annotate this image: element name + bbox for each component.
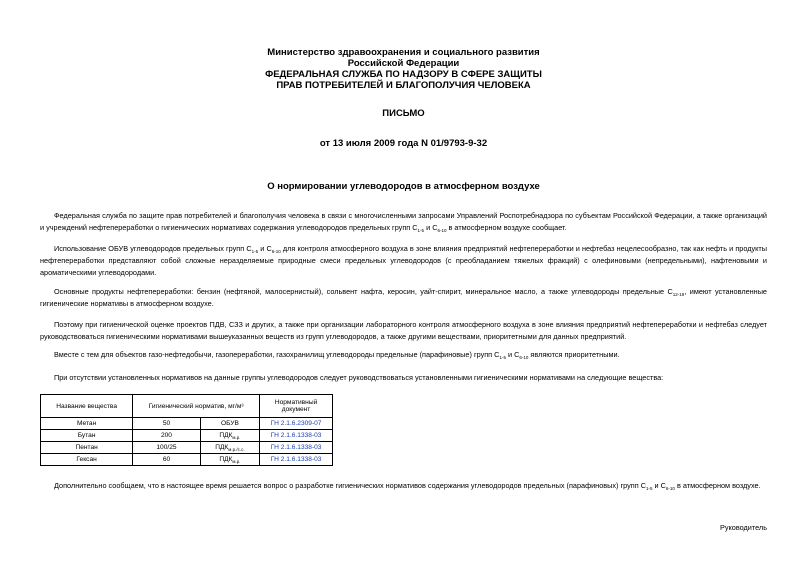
- ministry-line-2: Российской Федерации: [347, 58, 460, 69]
- paragraph-additional: Дополнительно сообщаем, что в настоящее время решается вопрос о разработке гигиенических нормативов содержания углеводородов предельных (парафиновых) групп $С_{1-5}$ и $С_{6-10}$ в атмосферном воздухе.: [54, 481, 761, 491]
- normative-document-link[interactable]: ГН 2.1.6.1338-03: [260, 430, 333, 442]
- header-document: Нормативный документ: [260, 395, 333, 418]
- norm-kind: $ПДК_{м.р.}$: [200, 430, 259, 442]
- document-subject: О нормировании углеводородов в атмосферном воздухе: [267, 181, 540, 192]
- table-row: [41, 454, 333, 466]
- signature-title: Руководитель: [719, 523, 767, 532]
- table-header-row: [41, 395, 333, 418]
- normative-document-link[interactable]: ГН 2.1.6.1338-03: [260, 454, 333, 466]
- paragraph-priority: Вместе с тем для объектов газо-нефтедобычи, газопереработки, газохранилищ углеводороды предельные (парафиновые) групп $С_{1-5}$ и $С_{6-10}$ являются приоритетными.: [54, 350, 620, 360]
- paragraph-main-products: Основные продукты нефтепереработки: бензин (нефтяной, малосернистый), сольвент нафта, керосин, уайт-спирит, минеральное масло, а также углеводороды предельные $С_{12-19}$, имеют установленные гигиенические нормативы в атмосферном воздухе.: [40, 287, 767, 308]
- paragraph-assessment: Поэтому при гигиенической оценке проектов ПДВ, СЗЗ и других, а также при организации лабораторного контроля атмосферного воздуха в зоне влияния предприятий нефтепереработки и нефтебаз следует руководствоваться гигиеническими нормативами вышеуказанных веществ из групп углеводородов, а также другими веществами, приоритетными для данных предприятий.: [40, 320, 767, 341]
- table-row: [41, 430, 333, 442]
- norm-kind: $ПДК_{м.р./с.с.}$: [200, 442, 259, 454]
- paragraph-obuv-usage: Использование ОБУВ углеводородов предельных групп $С_{1-5}$ и $С_{6-10}$ для контроля атмосферного воздуха в зоне влияния предприятий нефтепереработки и нефтебаз нецелесообразно, так как нефть и продукты нефтепереработки представляют собой сложные неразделяемые природные смеси предельных углеводородов (с преобладанием тяжелых фракций) с олефиновыми (непредельными), нафтеновыми и ароматическими углеводородами.: [40, 244, 767, 277]
- paragraph-no-norms: При отсутствии установленных нормативов на данные группы углеводородов следует руководствоваться установленными гигиеническими нормативами на следующие вещества:: [54, 373, 664, 382]
- header-substance: Название вещества: [41, 395, 133, 418]
- substance-name: Метан: [41, 418, 133, 430]
- header-norm: Гигиенический норматив, мг/м³: [133, 395, 260, 418]
- document-type: ПИСЬМО: [382, 108, 425, 119]
- document-date-number: от 13 июля 2009 года N 01/9793-9-32: [319, 138, 488, 149]
- norm-kind: $ПДК_{м.р.}$: [200, 454, 259, 466]
- normative-document-link[interactable]: ГН 2.1.6.1338-03: [260, 442, 333, 454]
- ministry-line-1: Министерство здравоохранения и социального развития: [267, 47, 540, 58]
- substance-name: Гексан: [41, 454, 133, 466]
- norm-value: 100/25: [133, 442, 201, 454]
- norm-value: 60: [133, 454, 201, 466]
- table-row: [41, 442, 333, 454]
- substance-name: Бутан: [41, 430, 133, 442]
- paragraph-intro: Федеральная служба по защите прав потребителей и благополучия человека в связи с многочисленными запросами Управлений Роспотребнадзора по субъектам Российской Федерации, а также организаций и учреждений нефтепереработки о гигиенических нормативах содержания углеводородов предельных групп $С_{1-5}$ и $С_{6-10}$ в атмосферном воздухе сообщает.: [40, 211, 767, 233]
- norms-table: [40, 394, 333, 466]
- service-line-1: ФЕДЕРАЛЬНАЯ СЛУЖБА ПО НАДЗОРУ В СФЕРЕ ЗАЩИТЫ: [265, 69, 542, 80]
- norm-value: 50: [133, 418, 201, 430]
- norm-value: 200: [133, 430, 201, 442]
- service-line-2: ПРАВ ПОТРЕБИТЕЛЕЙ И БЛАГОПОЛУЧИЯ ЧЕЛОВЕКА: [276, 80, 531, 91]
- table-row: [41, 418, 333, 430]
- norm-kind: ОБУВ: [200, 418, 259, 430]
- substance-name: Пентан: [41, 442, 133, 454]
- normative-document-link[interactable]: ГН 2.1.6.2309-07: [260, 418, 333, 430]
